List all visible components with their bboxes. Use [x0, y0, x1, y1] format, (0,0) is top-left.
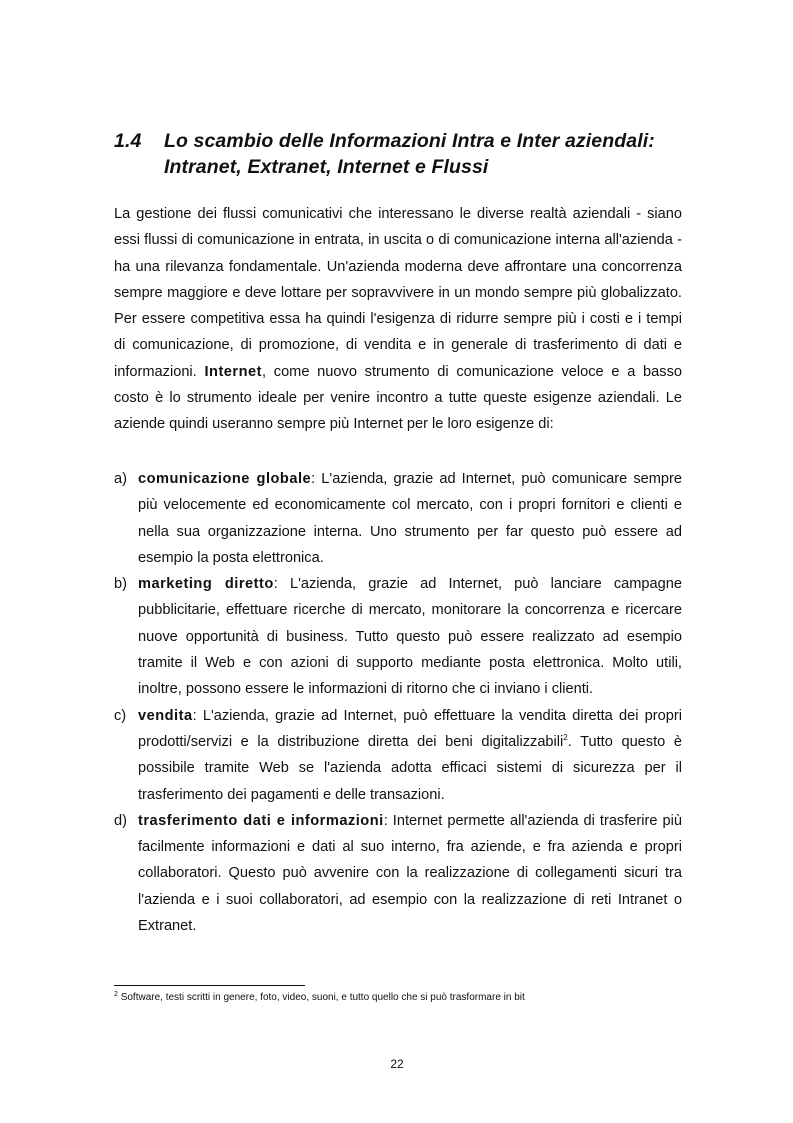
intro-text-part2: , come nuovo strumento di comunicazione veloce e a basso costo è lo strumento ideale per venire incontro a tutte queste esigenze aziendali. Le aziende quindi useranno sempre più Internet per le loro esigenze di: [114, 363, 682, 433]
list-text: : L'azienda, grazie ad Internet, può effettuare la vendita diretta dei propri prodotti/servizi e la distribuzione diretta dei beni digitalizzabili [138, 707, 682, 750]
list-text: : L'azienda, grazie ad Internet, può lanciare campagne pubblicitarie, effettuare ricerche di mercato, monitorare la concorrenza e ricercare nuove opportunità di business. Tutto questo può essere realizzato ad esempio tramite il Web e con azioni di supporto mediante posta elettronica. Molto utili, inoltre, possono essere le informazioni di ritorno che ci inviano i clienti. [138, 576, 683, 698]
intro-text-part1: La gestione dei flussi comunicativi che interessano le diverse realtà aziendali - siano essi flussi di comunicazione in entrata, in uscita o di comunicazione interna all'azienda - ha una rilevanza fondamentale. Un'azienda moderna deve affrontare una concorrenza sempre maggiore e deve lottare per sopravvivere in un mondo sempre più globalizzato. Per essere competitiva essa ha quindi l'esigenza di ridurre sempre più i costi e i tempi di comunicazione, di promozione, di vendita e in generale di trasferimento di dati e informazioni. [114, 206, 682, 380]
list-marker: b) [114, 576, 127, 593]
section-title: Lo scambio delle Informazioni Intra e Inter aziendali: Intranet, Extranet, Internet e Flussi [164, 130, 655, 178]
footnote-reference[interactable]: 2 [563, 732, 568, 742]
list-item [114, 808, 682, 939]
list-term: trasferimento dati e informazioni [138, 812, 384, 829]
footnote-divider [114, 985, 305, 986]
list-marker: c) [114, 707, 127, 724]
list-text-continued: . Tutto questo è possibile tramite Web se l'azienda adotta efficaci sistemi di sicurezza per il trasferimento dei pagamenti e delle transazioni. [138, 733, 682, 803]
internet-term: Internet [204, 363, 262, 380]
list-item [114, 571, 682, 702]
page-number: 22 [390, 1057, 404, 1071]
list-text: : L'azienda, grazie ad Internet, può comunicare sempre più velocemente ed economicamente col mercato, con i propri fornitori e clienti e nella sua organizzazione interna. Uno strumento per far questo può essere ad esempio la posta elettronica. [138, 471, 682, 566]
list-term: comunicazione globale [138, 471, 312, 487]
list-term: marketing diretto [138, 576, 274, 593]
list-text: : Internet permette all'azienda di trasferire più facilmente informazioni e dati al suo interno, fra aziende, e fra azienda e propri collaboratori. Questo può avvenire con la realizzazione di collegamenti sicuri tra l'azienda e i suoi collaboratori, ad esempio con la realizzazione di reti Intranet o Extranet. [138, 812, 682, 935]
list-item [114, 703, 682, 808]
footnote-text: Software, testi scritti in genere, foto, video, suoni, e tutto quello che si può trasformare in bit [120, 992, 525, 1003]
list-marker: a) [114, 471, 127, 487]
footnote [114, 991, 684, 1005]
needs-list [114, 466, 682, 939]
footnote-number: 2 [114, 991, 118, 998]
list-item [114, 466, 682, 571]
list-marker: d) [114, 812, 127, 829]
intro-paragraph [114, 201, 682, 438]
section-number: 1.4 [114, 130, 142, 152]
list-term: vendita [138, 707, 193, 724]
